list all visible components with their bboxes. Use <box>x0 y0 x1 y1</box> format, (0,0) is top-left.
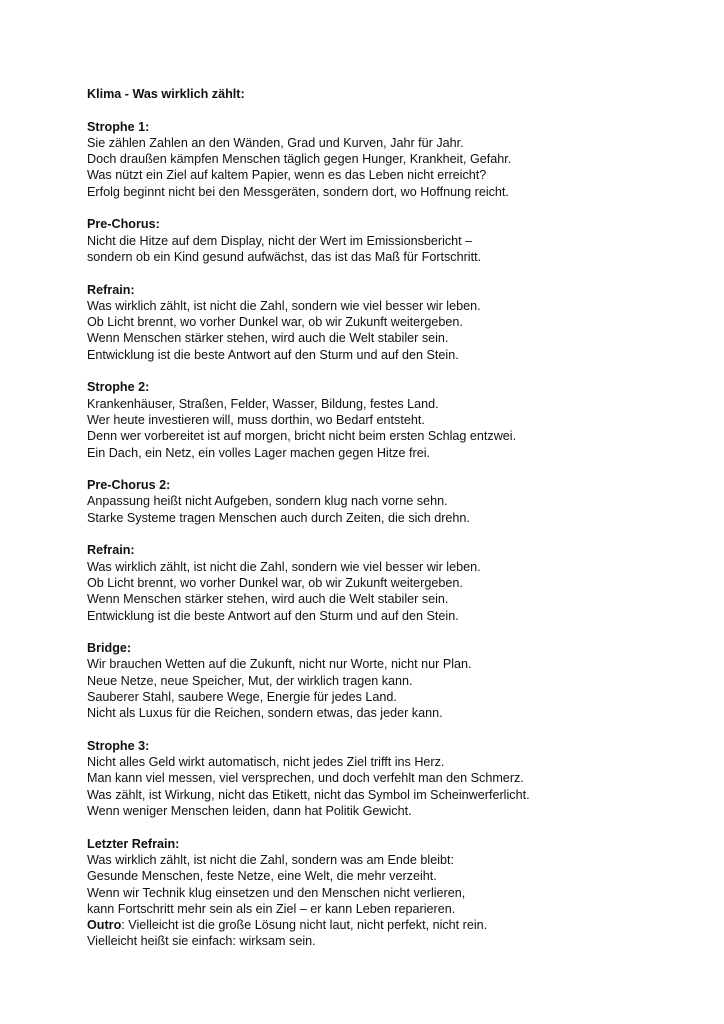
section-final-refrain <box>87 836 687 950</box>
lyric-line: Wir brauchen Wetten auf die Zukunft, nicht nur Worte, nicht nur Plan. <box>87 657 472 672</box>
lyric-line: Anpassung heißt nicht Aufgeben, sondern klug nach vorne sehn. <box>87 494 448 509</box>
lyric-line: Was wirklich zählt, ist nicht die Zahl, sondern was am Ende bleibt: <box>87 852 455 867</box>
section-strophe-1 <box>87 119 687 200</box>
lyric-line: Erfolg beginnt nicht bei den Messgeräten, sondern dort, wo Hoffnung reicht. <box>87 184 509 199</box>
section-pre-chorus <box>87 216 687 265</box>
lyric-line: Starke Systeme tragen Menschen auch durch Zeiten, die sich drehn. <box>87 510 470 525</box>
section-heading: Refrain: <box>87 282 135 297</box>
lyrics-content <box>87 86 687 966</box>
lyric-line: Wer heute investieren will, muss dorthin, wo Bedarf entsteht. <box>87 412 425 427</box>
lyric-line: Ein Dach, ein Netz, ein volles Lager machen gegen Hitze frei. <box>87 445 431 460</box>
section-heading: Strophe 3: <box>87 738 150 753</box>
outro-label: Outro <box>87 918 122 933</box>
outro-final-line: Vielleicht heißt sie einfach: wirksam sein. <box>87 934 316 949</box>
lyric-line: Nicht als Luxus für die Reichen, sondern etwas, das jeder kann. <box>87 706 443 721</box>
lyric-line: Entwicklung ist die beste Antwort auf den Sturm und auf den Stein. <box>87 608 459 623</box>
lyric-line: Nicht alles Geld wirkt automatisch, nicht jedes Ziel trifft ins Herz. <box>87 755 445 770</box>
section-pre-chorus-2 <box>87 477 687 526</box>
lyric-line: Ob Licht brennt, wo vorher Dunkel war, ob wir Zukunft weitergeben. <box>87 315 463 330</box>
lyric-line: Gesunde Menschen, feste Netze, eine Welt, die mehr verzeiht. <box>87 869 437 884</box>
lyric-line: Denn wer vorbereitet ist auf morgen, bricht nicht beim ersten Schlag entzwei. <box>87 429 517 444</box>
outro-line <box>87 917 687 933</box>
lyric-line: Ob Licht brennt, wo vorher Dunkel war, ob wir Zukunft weitergeben. <box>87 575 463 590</box>
section-heading: Bridge: <box>87 641 132 656</box>
section-refrain-2 <box>87 542 687 623</box>
lyric-line: Wenn weniger Menschen leiden, dann hat Politik Gewicht. <box>87 804 412 819</box>
section-heading: Pre-Chorus 2: <box>87 478 171 493</box>
lyric-line: Wenn Menschen stärker stehen, wird auch die Welt stabiler sein. <box>87 592 449 607</box>
section-refrain-1 <box>87 282 687 363</box>
lyric-line: Was wirklich zählt, ist nicht die Zahl, sondern wie viel besser wir leben. <box>87 298 481 313</box>
section-strophe-3 <box>87 738 687 819</box>
lyric-line: Was nützt ein Ziel auf kaltem Papier, wenn es das Leben nicht erreicht? <box>87 168 487 183</box>
section-heading: Letzter Refrain: <box>87 836 180 851</box>
lyric-line: Nicht die Hitze auf dem Display, nicht der Wert im Emissionsbericht – <box>87 233 473 248</box>
section-strophe-2 <box>87 379 687 460</box>
document-title: Klima - Was wirklich zählt: <box>87 87 245 101</box>
lyric-line: Was zählt, ist Wirkung, nicht das Etikett, nicht das Symbol im Scheinwerferlicht. <box>87 787 530 802</box>
lyric-line: Doch draußen kämpfen Menschen täglich gegen Hunger, Krankheit, Gefahr. <box>87 152 512 167</box>
lyric-line: sondern ob ein Kind gesund aufwächst, das ist das Maß für Fortschritt. <box>87 249 482 264</box>
section-heading: Refrain: <box>87 543 135 558</box>
outro-text: : Vielleicht ist die große Lösung nicht laut, nicht perfekt, nicht rein. <box>121 918 488 933</box>
lyric-line: Krankenhäuser, Straßen, Felder, Wasser, Bildung, festes Land. <box>87 396 439 411</box>
lyric-line: Was wirklich zählt, ist nicht die Zahl, sondern wie viel besser wir leben. <box>87 559 481 574</box>
section-bridge <box>87 640 687 721</box>
lyric-line: Wenn wir Technik klug einsetzen und den Menschen nicht verlieren, <box>87 885 466 900</box>
section-heading: Strophe 1: <box>87 119 150 134</box>
lyric-line: Entwicklung ist die beste Antwort auf den Sturm und auf den Stein. <box>87 347 459 362</box>
section-heading: Pre-Chorus: <box>87 217 160 232</box>
lyric-line: kann Fortschritt mehr sein als ein Ziel – er kann Leben reparieren. <box>87 901 456 916</box>
lyric-line: Wenn Menschen stärker stehen, wird auch die Welt stabiler sein. <box>87 331 449 346</box>
lyric-line: Neue Netze, neue Speicher, Mut, der wirklich tragen kann. <box>87 673 413 688</box>
section-heading: Strophe 2: <box>87 380 150 395</box>
lyric-line: Man kann viel messen, viel versprechen, und doch verfehlt man den Schmerz. <box>87 771 524 786</box>
lyric-line: Sauberer Stahl, saubere Wege, Energie für jedes Land. <box>87 689 397 704</box>
lyric-line: Sie zählen Zahlen an den Wänden, Grad und Kurven, Jahr für Jahr. <box>87 135 464 150</box>
